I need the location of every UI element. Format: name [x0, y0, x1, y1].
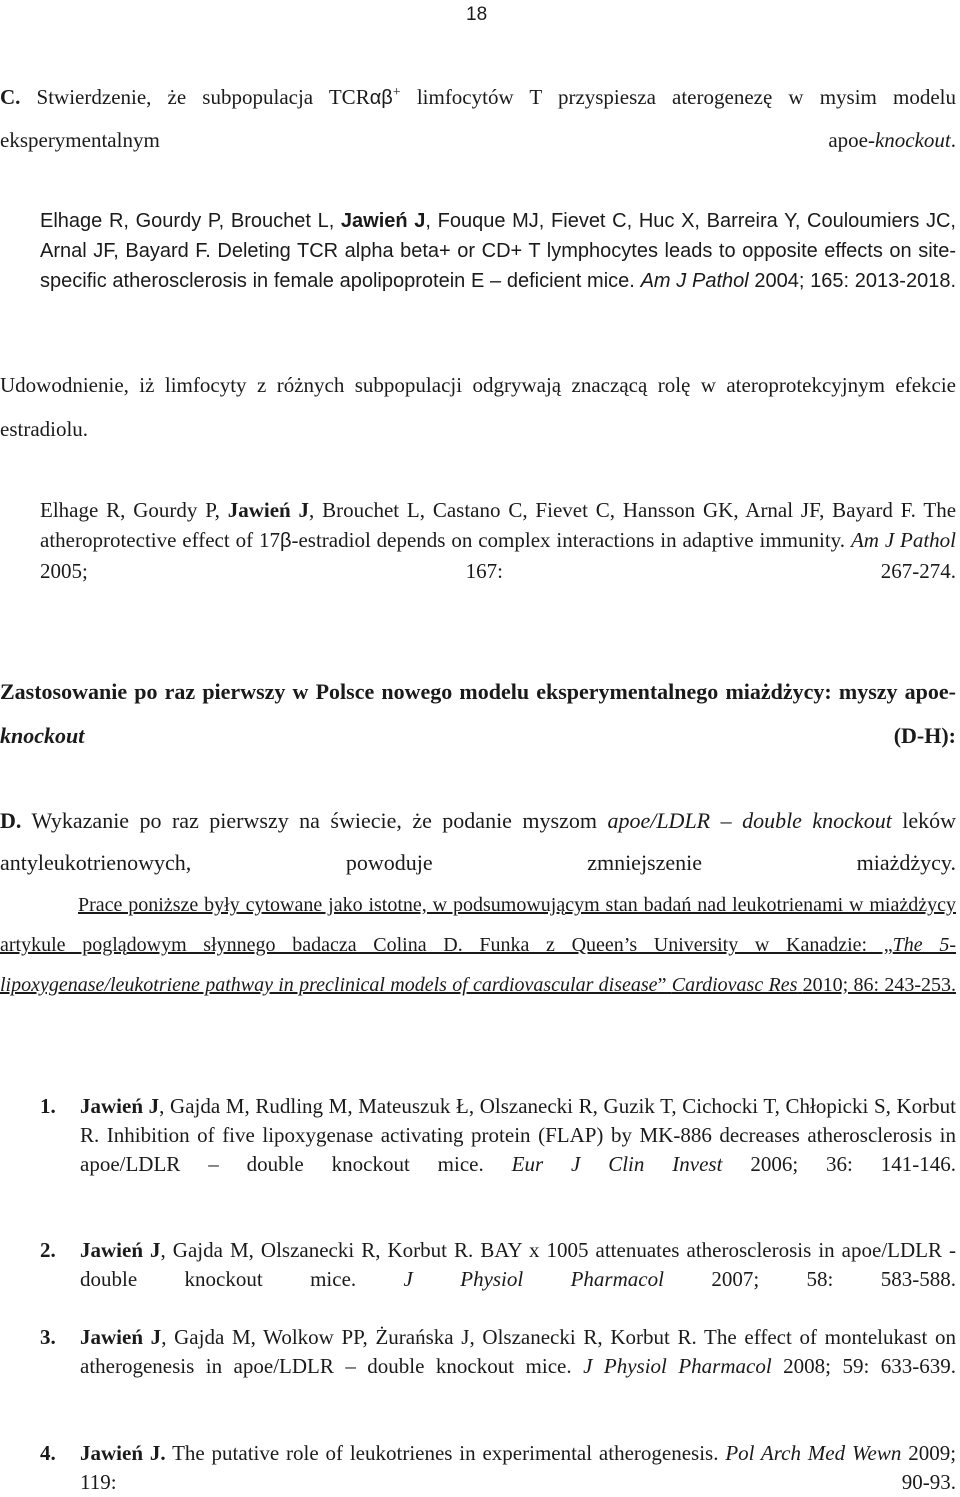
heading-bold-2: (D-H):: [893, 723, 956, 748]
reference-citation: 2006; 36: 141-146.: [750, 1152, 957, 1176]
ref-2005-journal: Am J Pathol: [850, 528, 957, 552]
cited-note-citation: 2010; 86: 243-253.: [802, 974, 956, 996]
heading-bold-1: Zastosowanie po raz pierwszy w Polsce nowego modelu eksperymentalnego miażdżycy: myszy apoe-: [0, 679, 956, 704]
statement-estradiol: Udowodnienie, iż limfocyty z różnych subpopulacji odgrywają znaczącą rolę w ateroprotekcyjnym efekcie estradiolu.: [0, 373, 956, 441]
reference-body: [80, 1236, 956, 1294]
reference-journal: J Physiol Pharmacol: [583, 1354, 772, 1378]
ref-2005-citation: 2005; 167: 267-274.: [40, 559, 956, 583]
section-c-end: .: [950, 128, 956, 152]
reference-number: 2.: [40, 1238, 56, 1262]
reference-4: [40, 1439, 956, 1497]
reference-body: [80, 1092, 956, 1179]
reference-rest: , Gajda M, Olszanecki R, Korbut R. BAY x 1005 attenuates atherosclerosis in apoe/LDLR - double knockout mice.: [80, 1238, 957, 1291]
section-c-knockout: knockout: [874, 128, 951, 152]
section-d-text-2: leków antyleukotrienowych, powoduje zmniejszenie miażdżycy.: [0, 808, 957, 875]
section-c-statement: [0, 72, 956, 161]
reference-body: [80, 1439, 956, 1497]
beta-symbol: β: [279, 530, 292, 552]
reference-1: [40, 1092, 956, 1179]
reference-2: [40, 1236, 956, 1294]
reference-journal: Eur J Clin Invest: [511, 1152, 723, 1176]
page-number: 18: [466, 4, 488, 25]
section-c-text-2: limfocytów T przyspiesza aterogenezę w mysim modelu eksperymentalnym apoe-: [0, 85, 956, 152]
ref-2004-authors-1: Elhage R, Gourdy P, Brouchet L,: [40, 210, 335, 232]
superscript-plus: +: [392, 85, 401, 100]
reference-body: [80, 1323, 956, 1381]
ref-2005-authors-2: , Brouchet L, Castano C, Fievet C, Hansson GK, Arnal JF, Bayard F. The atheroprotective effect of 17: [40, 498, 957, 552]
reference-2004: [40, 206, 956, 296]
section-c-text-1: Stwierdzenie, że subpopulacja TCR: [36, 85, 370, 109]
ref-2004-journal: Am J Pathol: [640, 270, 749, 292]
heading-italic: knockout: [0, 723, 85, 748]
ref-2005-authors-1: Elhage R, Gourdy P,: [40, 498, 220, 522]
reference-journal: Pol Arch Med Wewn: [725, 1441, 902, 1465]
reference-number: 4.: [40, 1441, 56, 1465]
section-d-statement: [0, 800, 956, 884]
reference-rest: , Gajda M, Wolkow PP, Żurańska J, Olszanecki R, Korbut R. The effect of montelukast on atherogenesis in apoe/LDLR – double knockout mice.: [80, 1325, 956, 1378]
reference-author: Jawień J: [80, 1325, 162, 1349]
reference-journal: J Physiol Pharmacol: [403, 1267, 664, 1291]
reference-3: [40, 1323, 956, 1381]
ref-2004-authors-2: , Fouque MJ, Fievet C, Huc X, Barreira Y, Couloumiers JC, Arnal JF, Bayard F. Deleting TCR alpha beta+ or CD+ T lymphocytes leads to opposite effects on site-specific atherosclerosis in female apolipoprotein E – deficient mice.: [40, 210, 956, 292]
cited-note-text-1: Prace poniższe były cytowane jako istotne, w podsumowującym stan badań nad leukotrienami w miażdżycy artykule poglądowym słynnego badacza Colina D. Funka z Queen’s University w Kanadzie: „: [0, 894, 956, 956]
alpha-beta-symbol: αβ: [369, 87, 393, 109]
cited-note-title: The 5-lipoxygenase/leukotriene pathway in preclinical models of cardiovascular disease: [0, 934, 956, 996]
section-heading: [0, 670, 956, 758]
reference-author: Jawień J: [80, 1094, 160, 1118]
reference-citation: 2007; 58: 583-588.: [711, 1267, 957, 1291]
reference-number: 3.: [40, 1325, 56, 1349]
reference-citation: 2008; 59: 633-639.: [783, 1354, 956, 1378]
section-d-letter: D.: [0, 808, 22, 833]
cited-note-text-2: ”: [657, 974, 667, 996]
reference-number: 1.: [40, 1094, 56, 1118]
reference-rest: The putative role of leukotrienes in experimental atherogenesis.: [172, 1441, 719, 1465]
ref-2004-citation: 2004; 165: 2013-2018.: [754, 270, 956, 292]
cited-note-journal: Cardiovasc Res: [671, 974, 798, 996]
reference-rest: , Gajda M, Rudling M, Mateuszuk Ł, Olszanecki R, Guzik T, Cichocki T, Chłopicki S, Korbut R. Inhibition of five lipoxygenase activating protein (FLAP) by MK-886 decreases atherosclerosis in apoe/LDLR – double knockout mice.: [80, 1094, 956, 1176]
ref-2005-title-2: -estradiol depends on complex interactions in adaptive immunity.: [291, 528, 846, 552]
section-d-apoe-ldlr: apoe/LDLR: [607, 808, 711, 833]
section-d-double-knockout: double knockout: [742, 808, 892, 833]
reference-author: Jawień J: [80, 1238, 161, 1262]
section-d-dash: –: [720, 808, 732, 833]
ref-2004-highlight-author: Jawień J: [340, 210, 426, 232]
section-d-text-1: Wykazanie po raz pierwszy na świecie, że podanie myszom: [31, 808, 597, 833]
cited-note: [0, 885, 956, 1005]
reference-author: Jawień J.: [80, 1441, 166, 1465]
reference-citation: 2009; 119: 90-93.: [80, 1441, 957, 1494]
reference-2005: [40, 495, 956, 586]
section-c-letter: C.: [0, 85, 21, 109]
ref-2005-highlight-author: Jawień J: [227, 498, 310, 522]
